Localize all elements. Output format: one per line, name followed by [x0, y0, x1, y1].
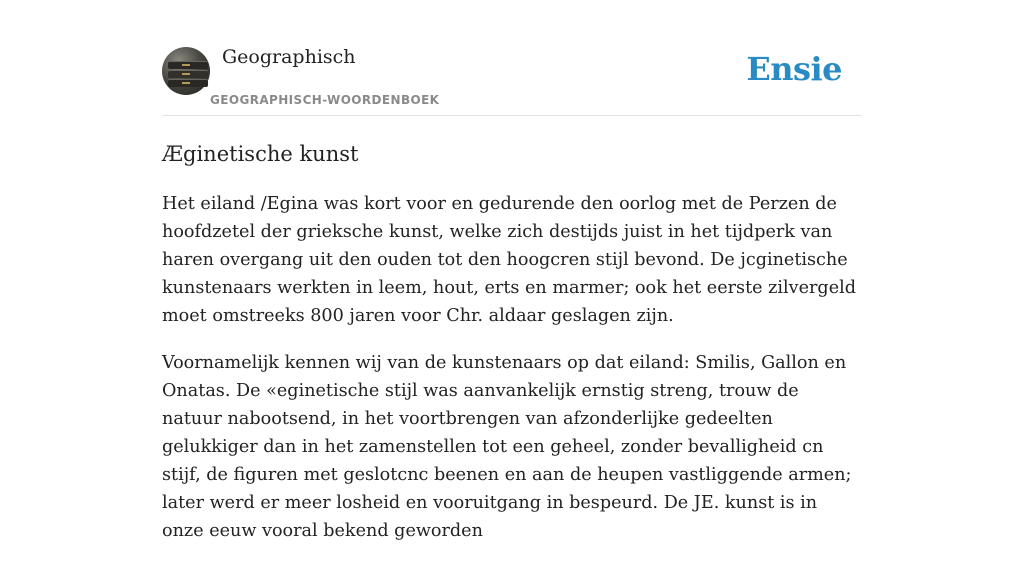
- article-paragraph: Het eiland /Egina was kort voor en gedurende den oorlog met de Perzen de hoofdzetel der grieksche kunst, welke zich destijds juist in het tijdperk van haren overgang uit den ouden tot den hoogcren stijl bevond. De jcginetische kunstenaars werkten in leem, hout, erts en marmer; ook het eerste zilvergeld moet omstreeks 800 jaren voor Chr. aldaar geslagen zijn.: [162, 194, 856, 326]
- publication-avatar[interactable]: [162, 47, 210, 95]
- publication-name-link[interactable]: Geographisch: [222, 46, 356, 68]
- article-title: Æginetische kunst: [162, 142, 359, 166]
- site-header: [162, 0, 862, 116]
- brand-logo-link[interactable]: Ensie: [746, 50, 842, 88]
- article-paragraph: Voornamelijk kennen wij van de kunstenaars op dat eiland: Smilis, Gallon en Onatas. De «eginetische stijl was aanvankelijk ernstig streng, trouw de natuur nabootsend, in het voortbrengen van afzonderlijke gedeelten gelukkiger dan in het zamenstellen tot een geheel, zonder bevalligheid cn stijf, de figuren met geslotcnc beenen en aan de heupen vastliggende armen; later werd er meer losheid en vooruitgang in bespeurd. De JE. kunst is in onze eeuw vooral bekend geworden: [162, 353, 852, 541]
- publication-slug-link[interactable]: GEOGRAPHISCH-WOORDENBOEK: [210, 93, 440, 107]
- article: [162, 138, 862, 564]
